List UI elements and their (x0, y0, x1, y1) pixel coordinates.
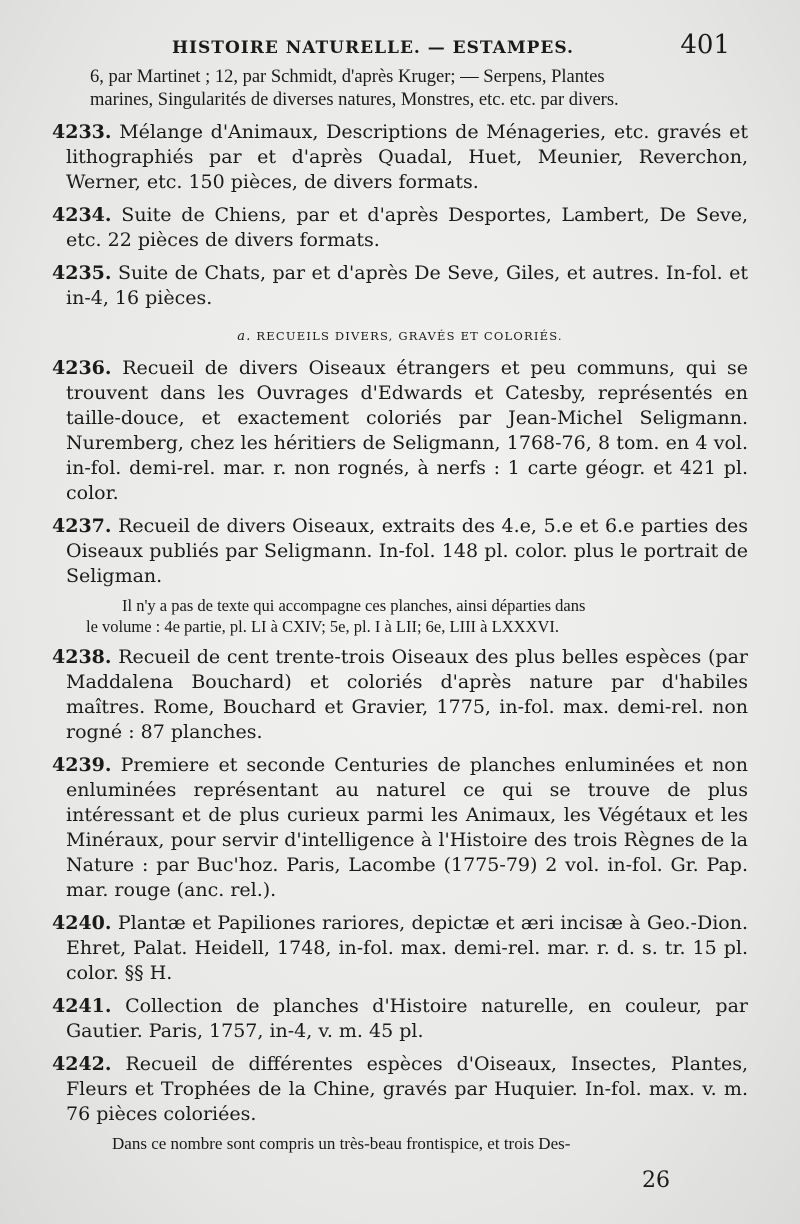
entry-text: Mélange d'Animaux, Descriptions de Ménageries, etc. gravés et lithographiés par et d'après Quadal, Huet, Meunier, Reverchon, Werner, etc. 150 pièces, de divers formats. (66, 121, 749, 193)
signature-mark: 26 (642, 1168, 670, 1193)
entry-number: 4236. (52, 357, 112, 379)
continuation-text (52, 66, 748, 112)
page-number: 401 (680, 30, 730, 60)
note-line: le volume : 4e partie, pl. LI à CXIV; 5e, pl. I à LII; 6e, LIII à LXXXVI. (86, 617, 559, 636)
entry-text: Collection de planches d'Histoire naturelle, en couleur, par Gautier. Paris, 1757, in-4, v. m. 45 pl. (66, 995, 748, 1042)
entry-text: Plantæ et Papiliones rariores, depictæ et æri incisæ à Geo.-Dion. Ehret, Palat. Heidell, 1748, in-fol. max. demi-rel. mar. r. d. s. tr. 15 pl. color. §§ H. (66, 912, 748, 984)
note-line: Il n'y a pas de texte qui accompagne ces planches, ainsi départies dans (122, 596, 586, 615)
entry-group-animals (52, 120, 748, 311)
entry-text: Premiere et seconde Centuries de planches enluminées et non enluminées représentant au naturel ce qui se trouve de plus intéressant et de plus curieux parmi les Animaux, les Végétaux et les Minéraux, pour servir d'intelligence à l'Histoire des trois Règnes de la Nature : par Buc'hoz. Paris, Lacombe (1775-79) 2 vol. in-fol. Gr. Pap. mar. rouge (anc. rel.). (66, 754, 748, 901)
entry-number: 4241. (52, 995, 112, 1017)
continuation-line: marines, Singularités de diverses natures, Monstres, etc. etc. par divers. (90, 90, 619, 110)
entry-number: 4238. (52, 646, 112, 668)
entry-note: Dans ce nombre sont compris un très-beau frontispice, et trois Des- (112, 1134, 571, 1153)
entry-number: 4235. (52, 262, 112, 284)
section-letter: a. (237, 329, 252, 344)
entry-number: 4237. (52, 515, 112, 537)
entry-text: Suite de Chiens, par et d'après Desportes, Lambert, De Seve, etc. 22 pièces de divers formats. (66, 204, 748, 251)
catalogue-entry (52, 994, 748, 1044)
catalogue-entry (52, 1052, 748, 1127)
catalogue-entry (52, 514, 748, 589)
entry-number: 4240. (52, 912, 112, 934)
catalogue-entry (52, 203, 748, 253)
entry-text: Suite de Chats, par et d'après De Seve, Giles, et autres. In-fol. et in-4, 16 pièces. (66, 262, 748, 309)
entry-number: 4242. (52, 1053, 112, 1075)
entry-text: Recueil de divers Oiseaux étrangers et peu communs, qui se trouvent dans les Ouvrages d'Edwards et Catesby, représentés en taille-douce, et exactement coloriés par Jean-Michel Seligmann. Nuremberg, chez les héritiers de Seligmann, 1768-76, 8 tom. en 4 vol. in-fol. demi-rel. mar. r. non rognés, à nerfs : 1 carte géogr. et 421 pl. color. (66, 357, 748, 504)
entry-number: 4234. (52, 204, 112, 226)
running-head (172, 30, 748, 60)
catalogue-entry (52, 753, 748, 903)
section-title: RECUEILS DIVERS, GRAVÉS ET COLORIÉS. (256, 329, 563, 343)
section-heading (52, 329, 748, 344)
running-head-title: HISTOIRE NATURELLE. — ESTAMPES. (172, 38, 574, 58)
catalogue-entry (52, 645, 748, 745)
catalogue-entry (52, 120, 748, 195)
catalogue-entry (52, 261, 748, 311)
entry-note (52, 595, 748, 637)
entry-text: Recueil de cent trente-trois Oiseaux des plus belles espèces (par Maddalena Bouchard) et coloriés d'après nature par d'habiles maîtres. Rome, Bouchard et Gravier, 1775, in-fol. max. demi-rel. non rogné : 87 planches. (66, 646, 748, 743)
entry-number: 4239. (52, 754, 112, 776)
catalogue-entry (52, 356, 748, 506)
entry-text: Recueil de différentes espèces d'Oiseaux, Insectes, Plantes, Fleurs et Trophées de la Chine, gravés par Huquier. In-fol. max. v. m. 76 pièces coloriées. (66, 1053, 748, 1125)
entry-text: Recueil de divers Oiseaux, extraits des 4.e, 5.e et 6.e parties des Oiseaux publiés par Seligmann. In-fol. 148 pl. color. plus le portrait de Seligman. (66, 515, 749, 587)
entry-group-plates (52, 645, 748, 1154)
continuation-line: 6, par Martinet ; 12, par Schmidt, d'après Kruger; — Serpens, Plantes (90, 67, 605, 87)
entry-group-recueils (52, 356, 748, 637)
catalogue-entry (52, 911, 748, 986)
entry-number: 4233. (52, 121, 112, 143)
